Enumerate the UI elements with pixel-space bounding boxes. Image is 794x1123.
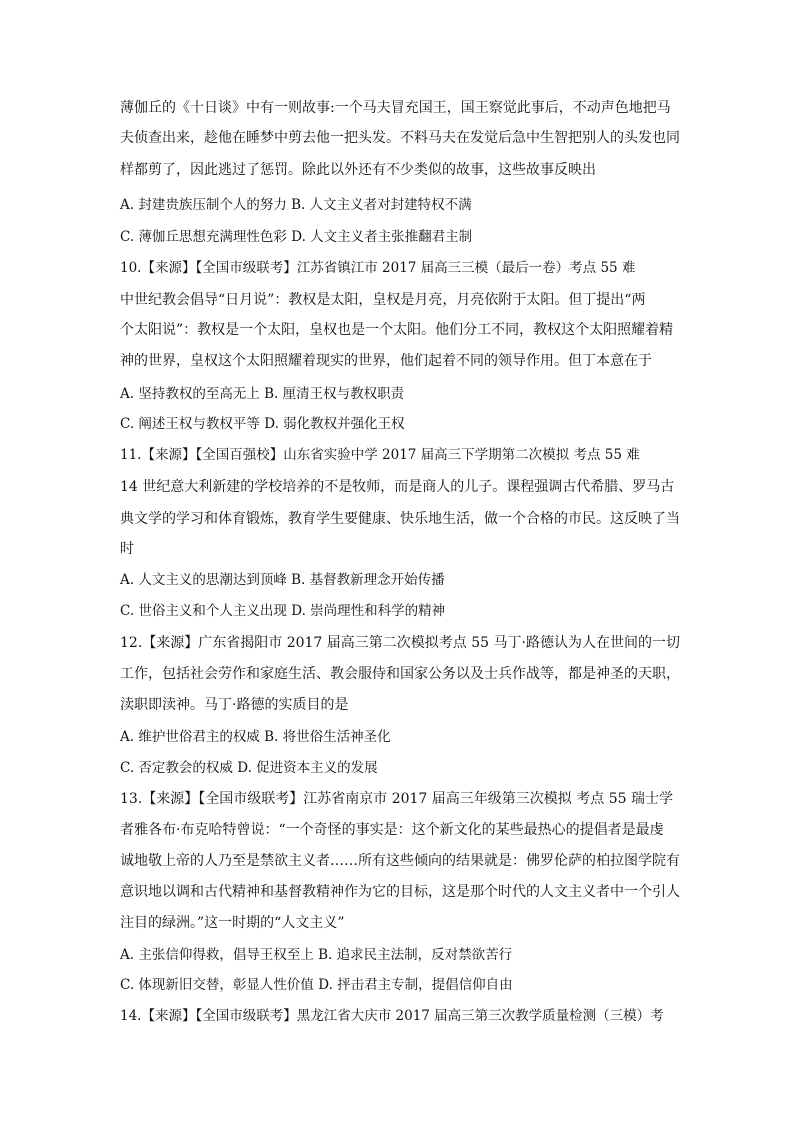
q11-options-ab: A. 人文主义的思潮达到顶峰 B. 基督教新理念开始传播 bbox=[120, 572, 445, 588]
q13-options-cd: C. 体现新旧交替，彰显人性价值 D. 抨击君主专制，提倡信仰自由 bbox=[120, 977, 513, 993]
q10-options-cd: C. 阐述王权与教权平等 D. 弱化教权并强化王权 bbox=[120, 416, 405, 432]
q13-stem-line-2: 者雅各布·布克哈特曾说：“一个奇怪的事实是：这个新文化的某些最热心的提倡者是最虔 bbox=[120, 822, 664, 838]
q10-options-ab: A. 坚持教权的至高无上 B. 厘清王权与教权职责 bbox=[120, 386, 405, 402]
q9-options-cd: C. 薄伽丘思想充满理性色彩 D. 人文主义者主张推翻君主制 bbox=[120, 229, 473, 245]
q12-options-cd: C. 否定教会的权威 D. 促进资本主义的发展 bbox=[120, 760, 378, 776]
q14-heading: 14.【来源】【全国市级联考】黑龙江省大庆市 2017 届高三第三次教学质量检测（三模）考 bbox=[120, 1008, 664, 1024]
q13-options-ab: A. 主张信仰得救，倡导王权至上 B. 追求民主法制，反对禁欲苦行 bbox=[120, 947, 513, 963]
q11-stem-line-1: 14 世纪意大利新建的学校培养的不是牧师，而是商人的儿子。课程强调古代希腊、罗马古 bbox=[120, 479, 675, 495]
q12-stem-line-1: 12.【来源】广东省揭阳市 2017 届高三第二次模拟考点 55 马丁·路德认为人在世间的一切 bbox=[120, 635, 680, 651]
q13-stem-line-4: 意识地以调和古代精神和基督教精神作为它的目标，这是那个时代的人文主义者中一个引人 bbox=[120, 884, 680, 900]
q9-stem-line-1: 薄伽丘的《十日谈》中有一则故事:一个马夫冒充国王，国王察觉此事后，不动声色地把马 bbox=[120, 100, 671, 116]
q12-stem-line-3: 渎职即渎神。马丁·路德的实质目的是 bbox=[120, 697, 349, 713]
q11-stem-line-3: 时 bbox=[120, 541, 134, 557]
q11-heading: 11.【来源】【全国百强校】山东省实验中学 2017 届高三下学期第二次模拟 考点 55 难 bbox=[120, 447, 640, 463]
q13-stem-line-3: 诚地敬上帝的人乃至是禁欲主义者……所有这些倾向的结果就是：佛罗伦萨的柏拉图学院有 bbox=[120, 853, 680, 869]
q10-stem-line-3: 神的世界，皇权这个太阳照耀着现实的世界，他们起着不同的领导作用。但丁本意在于 bbox=[120, 353, 652, 369]
q10-stem-line-1: 中世纪教会倡导“日月说”：教权是太阳，皇权是月亮，月亮依附于太阳。但丁提出“两 bbox=[120, 292, 646, 308]
q13-stem-line-5: 注目的绿洲。”这一时期的“人文主义” bbox=[120, 915, 345, 931]
q11-stem-line-2: 典文学的学习和体育锻炼，教育学生要健康、快乐地生活，做一个合格的市民。这反映了当 bbox=[120, 511, 680, 527]
q12-options-ab: A. 维护世俗君主的权威 B. 将世俗生活神圣化 bbox=[120, 729, 391, 745]
q10-heading: 10.【来源】【全国市级联考】江苏省镇江市 2017 届高三三模（最后一卷）考点 55 难 bbox=[120, 260, 636, 276]
q12-stem-line-2: 工作，包括社会劳作和家庭生活、教会服侍和国家公务以及士兵作战等，都是神圣的天职， bbox=[120, 666, 680, 682]
q10-stem-line-2: 个太阳说”：教权是一个太阳，皇权也是一个太阳。他们分工不同，教权这个太阳照耀着精 bbox=[120, 322, 674, 338]
q9-stem-line-3: 样都剪了，因此逃过了惩罚。除此以外还有不少类似的故事，这些故事反映出 bbox=[120, 162, 596, 178]
q11-options-cd: C. 世俗主义和个人主义出现 D. 崇尚理性和科学的精神 bbox=[120, 603, 446, 619]
q9-stem-line-2: 夫侦查出来，趁他在睡梦中剪去他一把头发。不料马夫在发觉后急中生智把别人的头发也同 bbox=[120, 130, 680, 146]
q13-stem-line-1: 13.【来源】【全国市级联考】江苏省南京市 2017 届高三年级第三次模拟 考点 55 瑞士学 bbox=[120, 791, 673, 807]
q9-options-ab: A. 封建贵族压制个人的努力 B. 人文主义者对封建特权不满 bbox=[120, 197, 472, 213]
